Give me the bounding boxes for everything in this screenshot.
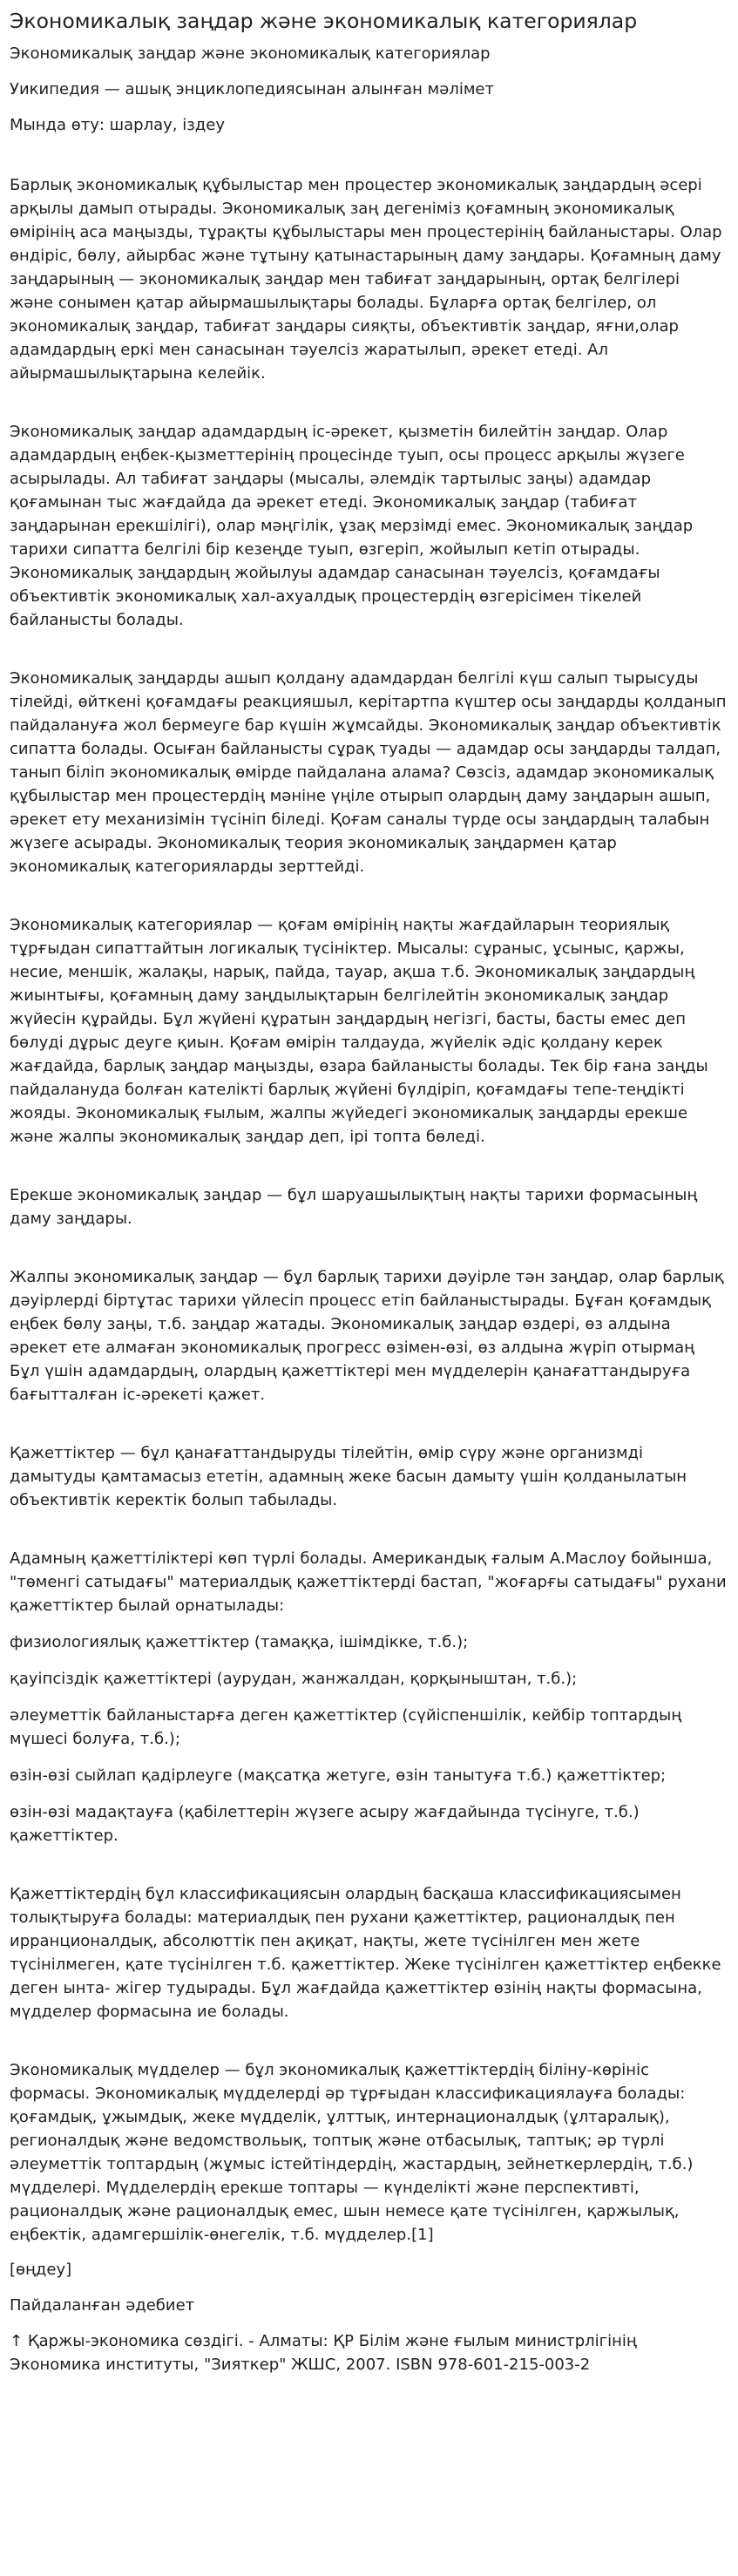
spacer [10,1407,728,1441]
edit-section-link[interactable]: [өңдеу] [10,2261,72,2279]
spacer [10,2247,728,2258]
jump-separator: , [172,116,183,134]
paragraph-economic-laws-nature: Экономикалық заңдар адамдардың іс-әрекет, қызметін билейтін заңдар. Олар адамдардың еңбек-қызметтерінің процесінде туып, осы процесс арқылы жүзеге асырылады. Ал табиғат заңдары (мысалы, әлемдік тартылыс заңы) адамдар қоғамынан тыс жағдайда да әрекет етеді. Экономикалық заңдар (табиғат заңдарынан ерекшілігі), олар мәңгілік, ұзақ мерзімді емес. Экономикалық заңдар тарихи сипатта белгілі бір кезеңде туып, өзгеріп, жойылып кетіп отырады. Экономикалық заңдардың жойылуы адамдар санасынан тәуелсіз, қоғамдағы объективтік экономикалық хал-ахуалдық процестердің өзгерісімен тікелей байланысты болады. [10,423,694,629]
spacer [10,1512,728,1547]
list-item: өзін-өзі мадақтауға (қабілеттерін жүзеге асыру жағдайында түсінуге, т.б.) қажеттіктер. [10,1803,640,1845]
needs-list [10,1630,728,1847]
jump-prefix: Мында өту: [10,116,110,134]
spacer [10,878,728,913]
paragraph-economic-laws-intro: Барлық экономикалық құбылыстар мен процестер экономикалық заңдардың әсері арқылы дамып отырады. Экономикалық заң дегеніміз қоғамның экономикалық өмірінің аса маңызды, тұрақты құбылыстары мен процестерінің байланыстары. Олар өндіріс, бөлу, айырбас және тұтыну қатынастарының даму заңдары. Қоғамның даму заңдарының — экономикалық заңдар мен табиғат заңдарының, ортақ белгілері және сонымен қатар айырмашылықтары болады. Бұларға ортақ белгілер, ол экономикалық заңдар, табиғат заңдары сияқты, объективтік заңдар, яғни,олар адамдардың еркі мен санасынан тәуелсіз жаратылып, әрекет етеді. Ал айырмашылықтарына келейік. [10,176,722,383]
jump-navigation [10,113,728,137]
paragraph-economic-interests [10,2058,728,2247]
search-link[interactable]: іздеу [182,116,225,134]
paragraph-economic-laws-use: Экономикалық заңдарды ашып қолдану адамдардан белгілі күш салып тырысуды тілейді, өйткені қоғамдағы реакцияшыл, керітартпа күштер осы заңдарды қолданып пайдалануға жол бермеуге бар күшін жұмсайды. Экономикалық заңдар объективтік сипатта болады. Осыған байланысты сұрақ туады — адамдар осы заңдарды талдап, танып біліп экономикалық өмірде пайдалана алама? Сөзсіз, адамдар экономикалық құбылыстар мен процестердің мәніне үңіле отырып олардың даму заңдарын ашып, әрекет ету механизімін түсініп біледі. Қоғам саналы түрде осы заңдардың талабын жүзеге асырады. Экономикалық теория экономикалық заңдармен қатар экономикалық категорияларды зерттейді. [10,669,727,876]
paragraph-maslow: Адамның қажеттіліктері көп түрлі болады. Американдық ғалым А.Маслоу бойынша, "төменгі сатыдағы" материалдық қажеттіктерді бастап, "жоғарғы сатыдағы" рухани қажеттіктер былай орнатылады: [10,1549,727,1615]
list-item: әлеуметтік байланыстарға деген қажеттіктер (сүйіспеншілік, кейбір топтардың мүшесі болуға, т.б.); [10,1706,682,1748]
spacer [10,1230,728,1265]
spacer [10,385,728,420]
paragraph-general-laws: Жалпы экономикалық заңдар — бұл барлық тарихи дәуірле тән заңдар, олар барлық дәуірлерді біртұтас тарихи үйлесіп процесс етіп байланыстырады. Бұған қоғамдық еңбек бөлу заңы, т.б. заңдар жатады. Экономикалық заңдар өздері, өз алдына әрекет ете алмаған экономикалық прогресс өзімен-өзі, өз алдына жүріп отырмаң Бұл үшін адамдардың, олардың қажеттіктері мен мүдделерін қанағаттандыруға бағытталған іс-әрекеті қажет. [10,1268,724,1404]
back-arrow-icon[interactable]: ↑ [10,2332,24,2350]
footnote-ref-link[interactable]: [1] [411,2226,434,2244]
navigation-link[interactable]: шарлау [109,116,173,134]
reference-item [10,2329,728,2376]
spacer [10,632,728,667]
reference-text: Қаржы-экономика сөздігі. - Алматы: ҚР Білім және ғылым министрлігінің Экономика институты, "Зияткер" ЖШС, 2007. ISBN 978-601-215-003-2 [10,2332,637,2374]
spacer [10,2024,728,2058]
list-item: қауіпсіздік қажеттіктері (аурудан, жанжалдан, қорқыныштан, т.б.); [10,1670,578,1688]
list-item: физиологиялық қажеттіктер (тамаққа, ішімдікке, т.б.); [10,1633,469,1651]
paragraph-needs-classification: Қажеттіктердің бұл классификациясын олардың басқаша классификациясымен толықтыруға болады: материалдық пен рухани қажеттіктер, рационалдық пен ирранционалдық, абсолюттік пен ақиқат, нақты, жете түсінілген мен жете түсінілмеген, қате түсінілген т.б. қажеттіктер. Жеке түсінілген қажеттіктер еңбекке деген ынта- жігер тудырады. Бұл жағдайда қажеттіктер өзінің нақты формасына, мүдделер формасына ие болады. [10,1885,721,2021]
interests-text: Экономикалық мүдделер — бұл экономикалық қажеттіктердің біліну-көрініс формасы. Экономикалық мүдделерді әр тұрғыдан классификациялауға болады: қоғамдық, ұжымдық, жеке мүдделік, ұлттық, интернационалдық (ұлтаралық), регионалдық және ведомствольық, топтық және отбасылық, таптық; әр түрлі әлеуметтік топтардың (жұмыс істейтіндердің, жастардың, зейнеткерлердің, т.б.) мүдделері. Мүдделердің ерекше топтары — күнделікті және перспективті, рационалдық және рационалдық емес, шын немесе қате түсінілген, қаржылық, еңбектік, адамгершілік-өнегелік, т.б. мүдделер. [10,2061,694,2244]
spacer [10,149,728,173]
source-note: Уикипедия — ашық энциклопедиясынан алынған мәлімет [10,80,494,98]
page-title: Экономикалық заңдар және экономикалық категориялар [10,9,638,33]
spacer [10,1847,728,1882]
paragraph-needs-definition: Қажеттіктер — бұл қанағаттандыруды тілейтін, өмір сүру және организмді дамытуды қамтамасыз ететін, адамның жеке басын дамыту үшін қолданылатын объективтік керектік болып табылады. [10,1444,687,1509]
list-item: өзін-өзі сыйлап қадірлеуге (мақсатқа жетуге, өзін танытуға т.б.) қажеттіктер; [10,1766,667,1785]
references-heading: Пайдаланған әдебиет [10,2296,195,2315]
paragraph-special-laws: Ерекше экономикалық заңдар — бұл шаруашылықтың нақты тарихи формасының даму заңдары. [10,1186,698,1228]
paragraph-economic-categories: Экономикалық категориялар — қоғам өмірінің нақты жағдайларын теориялық тұрғыдан сипаттайтын логикалық түсініктер. Мысалы: сұраныс, ұсыныс, қаржы, несие, меншік, жалақы, нарық, пайда, тауар, ақша т.б. Экономикалық заңдардың жиынтығы, қоғамның даму заңдылықтарын белгілейтін экономикалық заңдар жүйесін құрайды. Бұл жүйені құратын заңдардың негізгі, басты, басты емес деп бөлуді дұрыс деуге қиын. Қоғам өмірін талдауда, жүйелік әдіс қолдану керек жағдайда, барлық заңдар маңызды, өзара байланысты болады. Тек бір ғана заңды пайдалануда болған кателікті барлық жүйені бүлдіріп, қоғамдағы тепе-теңдікті жояды. Экономикалық ғылым, жалпы жүйедегі экономикалық заңдарды ерекше және жалпы экономикалық заңдар деп, ірі топта бөледі. [10,916,708,1146]
page-subtitle: Экономикалық заңдар және экономикалық категориялар [10,44,491,63]
spacer [10,1149,728,1183]
